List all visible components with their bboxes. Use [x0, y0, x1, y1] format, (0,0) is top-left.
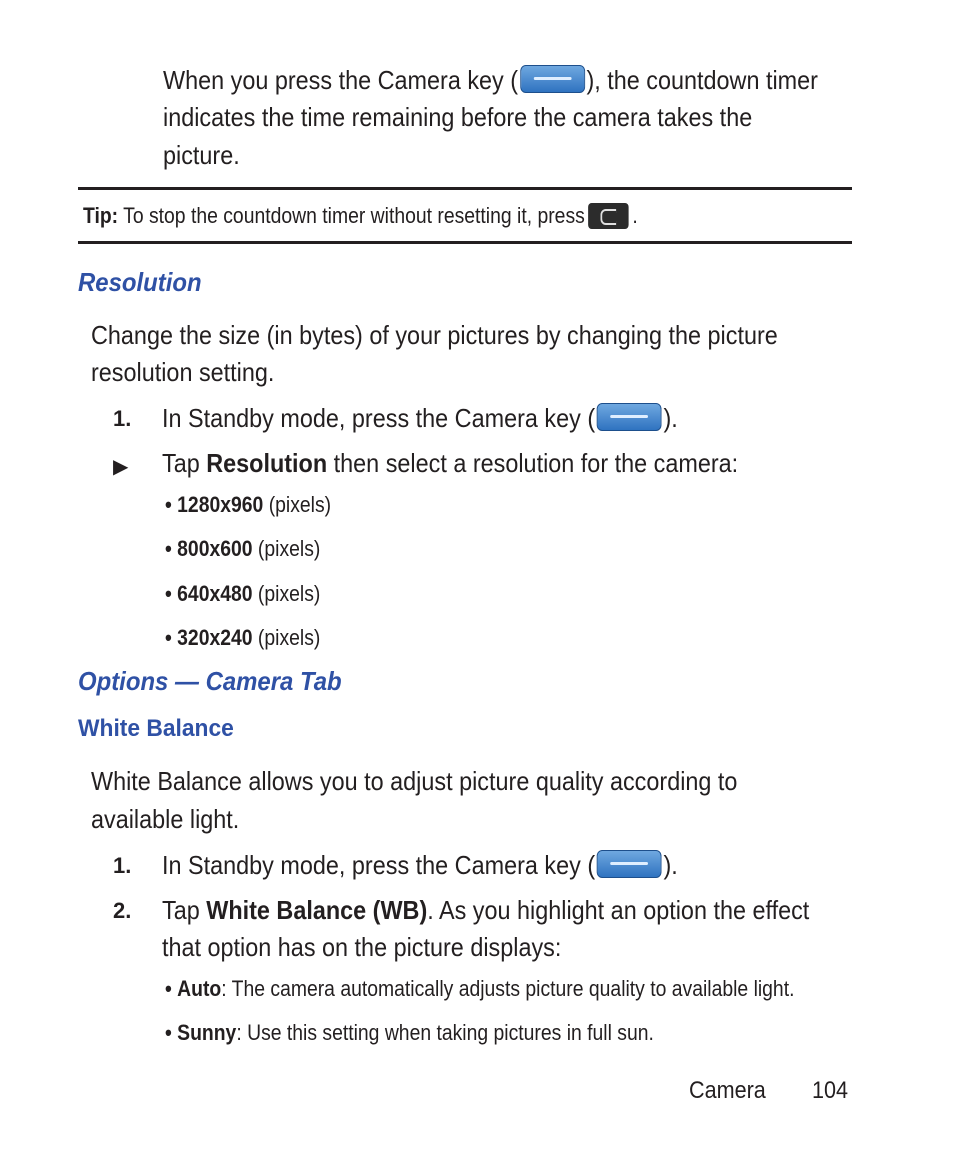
- option-unit: (pixels): [252, 536, 321, 561]
- wb-step-2-text-a: Tap: [162, 895, 207, 925]
- option-value: 320x240: [177, 625, 253, 650]
- resolution-step-1-text-a: In Standby mode, press the Camera key (: [162, 403, 596, 433]
- tip-bottom-rule: [78, 241, 852, 244]
- option-value: 640x480: [177, 581, 253, 606]
- wb-step-1: [162, 847, 678, 884]
- wb-option: [165, 974, 794, 1004]
- resolution-step-2: [162, 445, 738, 482]
- camera-key-icon: [520, 65, 585, 93]
- wb-step-2: [162, 892, 809, 929]
- resolution-para-1: Change the size (in bytes) of your pictures by changing the picture: [91, 320, 778, 350]
- triangle-right-icon: ▶: [113, 456, 129, 478]
- intro-line-2: indicates the time remaining before the camera takes the: [163, 102, 753, 132]
- white-balance-para-1: White Balance allows you to adjust picture quality according to: [91, 766, 738, 796]
- resolution-step-1: [162, 400, 678, 437]
- resolution-para-2: resolution setting.: [91, 357, 275, 387]
- bullet-icon: •: [165, 1020, 172, 1045]
- resolution-option: [165, 623, 320, 653]
- white-balance-para-2: available light.: [91, 804, 240, 834]
- resolution-step-1-number: 1.: [113, 406, 132, 431]
- wb-option-term: Auto: [177, 976, 222, 1001]
- bullet-icon: •: [165, 536, 172, 561]
- intro-text-a: When you press the Camera key (: [163, 65, 519, 95]
- wb-option: [165, 1018, 654, 1048]
- intro-line-1: [163, 62, 818, 99]
- option-unit: (pixels): [252, 625, 321, 650]
- wb-step-1-text-b: ).: [663, 850, 678, 880]
- white-balance-subheading: White Balance: [78, 715, 234, 742]
- resolution-heading: Resolution: [78, 267, 202, 297]
- camera-key-icon: [597, 403, 662, 431]
- bullet-icon: •: [165, 492, 172, 517]
- resolution-option: [165, 579, 320, 609]
- wb-step-2-line-2: that option has on the picture displays:: [162, 932, 562, 962]
- wb-step-2-text-b: . As you highlight an option the effect: [427, 895, 810, 925]
- resolution-step-2-text-a: Tap: [162, 448, 207, 478]
- intro-text-b: ), the countdown timer: [586, 65, 818, 95]
- tip-end: .: [632, 203, 638, 228]
- resolution-step-2-text-b: then select a resolution for the camera:: [327, 448, 739, 478]
- wb-step-2-number: 2.: [113, 898, 132, 923]
- wb-option-desc: : Use this setting when taking pictures in full sun.: [236, 1020, 654, 1045]
- bullet-icon: •: [165, 581, 172, 606]
- wb-step-1-text-a: In Standby mode, press the Camera key (: [162, 850, 596, 880]
- option-value: 1280x960: [177, 492, 264, 517]
- options-heading: Options — Camera Tab: [78, 666, 342, 696]
- bullet-icon: •: [165, 625, 172, 650]
- resolution-step-1-text-b: ).: [663, 403, 678, 433]
- resolution-option: [165, 490, 331, 520]
- clear-key-icon: [588, 203, 628, 229]
- bullet-icon: •: [165, 976, 172, 1001]
- tip-line: [83, 201, 638, 231]
- footer-section: Camera: [689, 1077, 766, 1104]
- option-unit: (pixels): [252, 581, 321, 606]
- page-number: 104: [812, 1077, 849, 1104]
- resolution-step-2-bold: Resolution: [206, 448, 328, 478]
- wb-step-1-number: 1.: [113, 853, 132, 878]
- intro-line-3: picture.: [163, 140, 240, 170]
- wb-step-2-bold: White Balance (WB): [206, 895, 428, 925]
- tip-text: To stop the countdown timer without resetting it, press: [118, 203, 585, 228]
- camera-key-icon: [597, 850, 662, 878]
- resolution-option: [165, 534, 320, 564]
- wb-option-term: Sunny: [177, 1020, 237, 1045]
- tip-label: Tip:: [83, 203, 119, 228]
- wb-option-desc: : The camera automatically adjusts picture quality to available light.: [221, 976, 795, 1001]
- option-value: 800x600: [177, 536, 253, 561]
- tip-top-rule: [78, 187, 852, 190]
- option-unit: (pixels): [263, 492, 332, 517]
